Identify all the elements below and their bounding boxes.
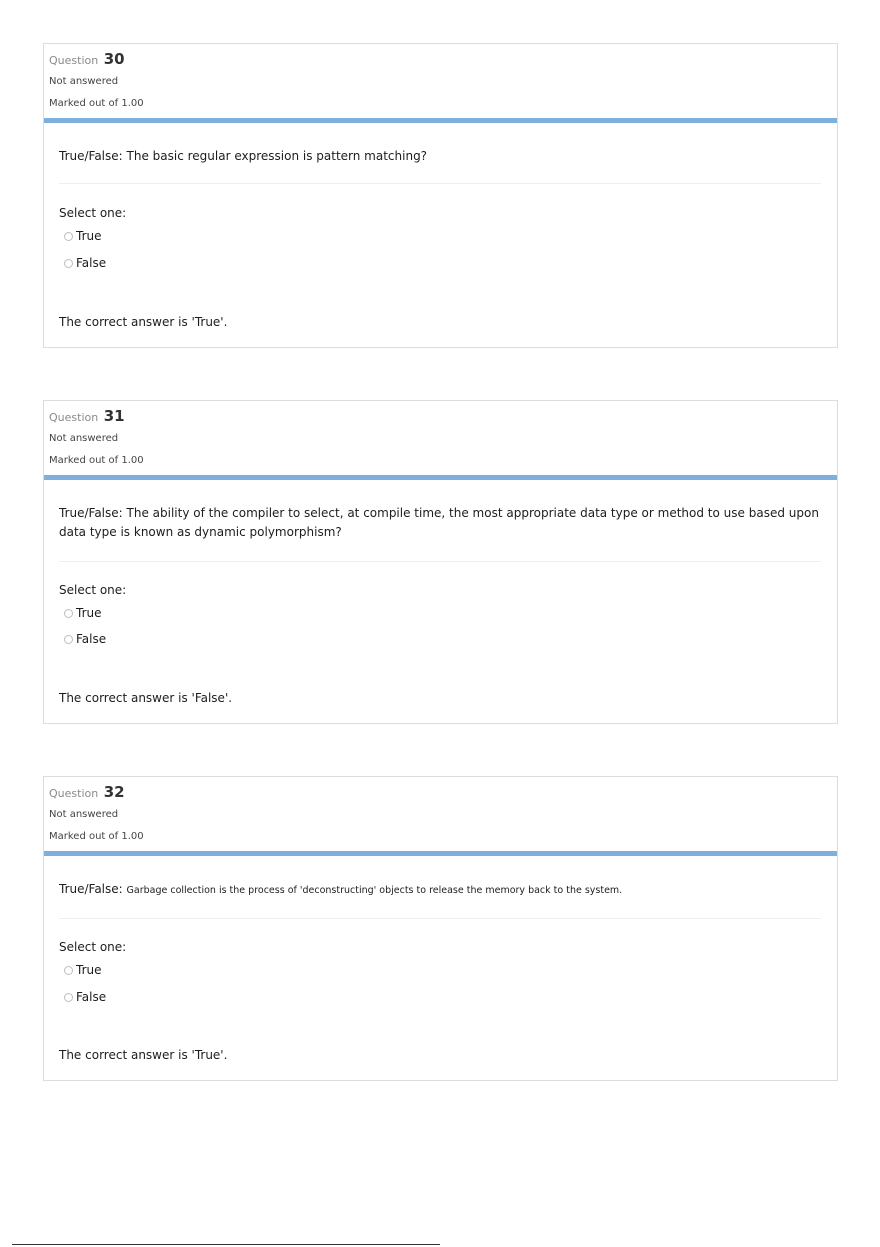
question-text: True/False: The basic regular expression is pattern matching? [59, 149, 428, 163]
option-label: False [76, 990, 107, 1004]
question-divider-bar [44, 475, 837, 480]
question-divider-bar [44, 118, 837, 123]
option-false[interactable] [64, 256, 106, 270]
option-label: False [76, 256, 107, 270]
question-number: Question 31 [49, 407, 125, 425]
option-label: True [76, 606, 102, 620]
question-state: Not answered [49, 76, 119, 87]
question-text-prefix: True/False: [59, 882, 127, 896]
option-true[interactable] [64, 963, 102, 977]
select-one-prompt: Select one: [59, 940, 127, 954]
option-true[interactable] [64, 229, 102, 243]
question-state: Not answered [49, 809, 119, 820]
question-30 [43, 43, 838, 348]
select-one-prompt: Select one: [59, 583, 127, 597]
question-text [59, 880, 819, 900]
option-label: True [76, 963, 102, 977]
option-label: True [76, 229, 102, 243]
question-text-body: Garbage collection is the process of 'deconstructing' objects to release the memory back to the system. [126, 885, 623, 896]
question-number: Question 32 [49, 783, 125, 801]
option-label: False [76, 632, 107, 646]
option-false[interactable] [64, 632, 106, 646]
question-31 [43, 400, 838, 724]
select-one-prompt: Select one: [59, 206, 127, 220]
question-grade: Marked out of 1.00 [49, 831, 144, 842]
divider [59, 183, 821, 184]
question-text: True/False: The ability of the compiler to select, at compile time, the most appropriate data type or method to use based upon data type is known as dynamic polymorphism? [59, 506, 819, 539]
question-32 [43, 776, 838, 1081]
question-state: Not answered [49, 433, 119, 444]
question-info [44, 777, 837, 851]
question-grade: Marked out of 1.00 [49, 98, 144, 109]
question-info [44, 44, 837, 118]
question-info [44, 401, 837, 475]
divider [59, 918, 821, 919]
footer-rule [12, 1244, 440, 1245]
radio-button[interactable] [64, 232, 73, 241]
correct-answer: The correct answer is 'False'. [59, 691, 233, 705]
question-grade: Marked out of 1.00 [49, 455, 144, 466]
radio-button[interactable] [64, 635, 73, 644]
radio-button[interactable] [64, 609, 73, 618]
correct-answer: The correct answer is 'True'. [59, 1048, 228, 1062]
divider [59, 561, 821, 562]
question-divider-bar [44, 851, 837, 856]
option-false[interactable] [64, 990, 106, 1004]
question-number: Question 30 [49, 50, 125, 68]
radio-button[interactable] [64, 966, 73, 975]
radio-button[interactable] [64, 259, 73, 268]
radio-button[interactable] [64, 993, 73, 1002]
correct-answer: The correct answer is 'True'. [59, 315, 228, 329]
option-true[interactable] [64, 606, 102, 620]
